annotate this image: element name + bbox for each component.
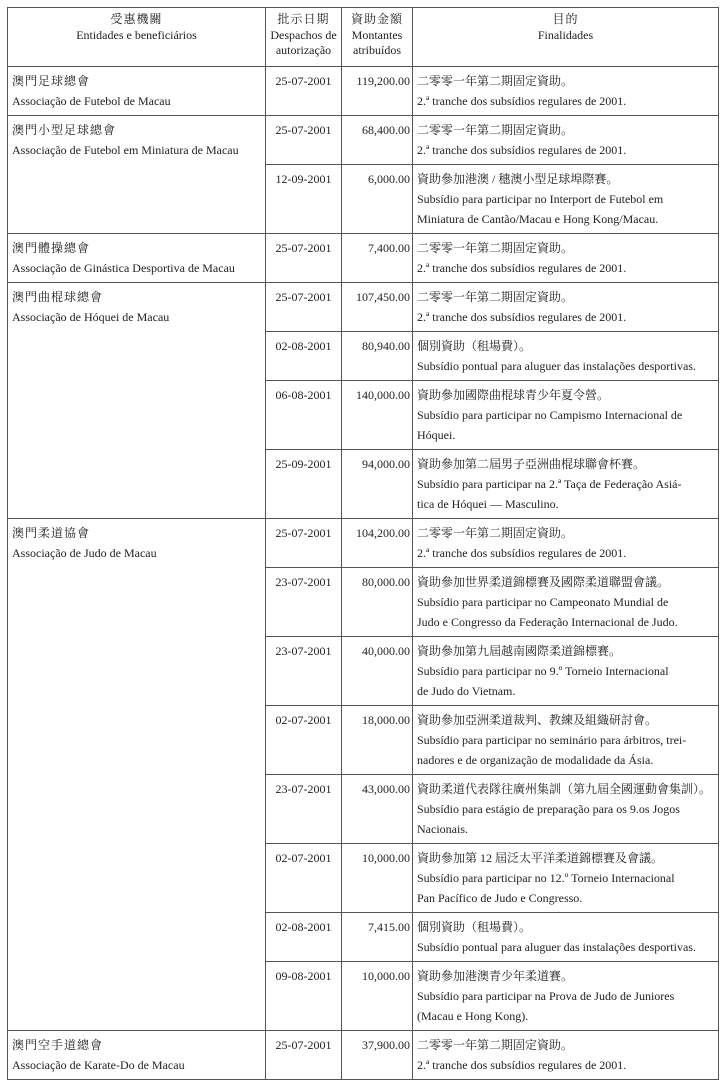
table-row	[8, 67, 719, 116]
purpose-cell: 資助參加第九屆越南國際柔道錦標賽。 Subsídio para participar no 9.º Torneio Internacional de Judo do Vietnam.	[413, 637, 719, 706]
purpose-cell: 資助參加港澳 / 穗澳小型足球埠際賽。 Subsídio para participar no Interport de Futebol em Miniatura de Cantão/Macau e Hong Kong/Macau.	[413, 165, 719, 234]
entity-name-zh: 澳門曲棍球總會	[12, 290, 104, 304]
date-cell: 02-08-2001	[266, 332, 342, 381]
purpose-cell: 資助柔道代表隊往廣州集訓（第九屆全國運動會集訓）。 Subsídio para estágio de preparação para os 9.os Jogos Nacionais.	[413, 775, 719, 844]
amount-cell: 104,200.00	[342, 519, 413, 568]
entity-cell	[8, 283, 266, 519]
table-row	[8, 116, 719, 165]
purpose-cell: 資助參加第 12 屆泛太平洋柔道錦標賽及會議。 Subsídio para participar no 12.º Torneio Internacional Pan Pacífico de Judo e Congresso.	[413, 844, 719, 913]
entity-cell	[8, 1031, 266, 1080]
grants-body	[8, 67, 719, 1080]
table-row	[8, 519, 719, 568]
date-cell: 12-09-2001	[266, 165, 342, 234]
entity-name-pt: Associação de Futebol em Miniatura de Macau	[12, 143, 239, 157]
date-cell: 09-08-2001	[266, 962, 342, 1031]
amount-cell: 80,940.00	[342, 332, 413, 381]
date-cell: 25-07-2001	[266, 283, 342, 332]
purpose-cell: 二零零一年第二期固定資助。 2.ª tranche dos subsídios regulares de 2001.	[413, 1031, 719, 1080]
amount-cell: 10,000.00	[342, 844, 413, 913]
date-cell: 25-09-2001	[266, 450, 342, 519]
date-cell: 06-08-2001	[266, 381, 342, 450]
purpose-cell: 個別資助（租場費）。 Subsídio pontual para aluguer das instalações desportivas.	[413, 913, 719, 962]
date-cell: 25-07-2001	[266, 1031, 342, 1080]
amount-cell: 7,415.00	[342, 913, 413, 962]
entity-name-pt: Associação de Karate-Do de Macau	[12, 1058, 185, 1072]
entity-cell	[8, 116, 266, 234]
header-purpose	[413, 8, 719, 67]
amount-cell: 18,000.00	[342, 706, 413, 775]
date-cell: 23-07-2001	[266, 637, 342, 706]
purpose-cell: 資助參加國際曲棍球青少年夏令營。 Subsídio para participar no Campismo Internacional de Hóquei.	[413, 381, 719, 450]
table-row	[8, 1031, 719, 1080]
amount-cell: 107,450.00	[342, 283, 413, 332]
entity-cell	[8, 234, 266, 283]
entity-name-pt: Associação de Hóquei de Macau	[12, 310, 170, 324]
header-purpose-zh: 目的	[552, 12, 579, 26]
date-cell: 23-07-2001	[266, 775, 342, 844]
entity-name-zh: 澳門體操總會	[12, 241, 91, 255]
purpose-cell: 資助參加亞洲柔道裁判、教練及組織研討會。 Subsídio para participar no seminário para árbitros, trei- nadores e de organização de modalidade da Ásia.	[413, 706, 719, 775]
entity-cell	[8, 67, 266, 116]
amount-cell: 140,000.00	[342, 381, 413, 450]
amount-cell: 37,900.00	[342, 1031, 413, 1080]
date-cell: 25-07-2001	[266, 519, 342, 568]
header-entities	[8, 8, 266, 67]
header-amount	[342, 8, 413, 67]
amount-cell: 68,400.00	[342, 116, 413, 165]
table-row	[8, 283, 719, 332]
header-date	[266, 8, 342, 67]
date-cell: 25-07-2001	[266, 116, 342, 165]
purpose-cell: 資助參加港澳青少年柔道賽。 Subsídio para participar na Prova de Judo de Juniores (Macau e Hong Kong).	[413, 962, 719, 1031]
header-date-pt-2: autorização	[275, 43, 332, 57]
purpose-cell: 資助參加世界柔道錦標賽及國際柔道聯盟會議。 Subsídio para participar no Campeonato Mundial de Judo e Congresso da Federação Internacional de Judo.	[413, 568, 719, 637]
header-amount-zh: 資助金額	[350, 12, 403, 26]
table-row	[8, 234, 719, 283]
header-amount-pt-2: atribuídos	[353, 43, 401, 57]
amount-cell: 80,000.00	[342, 568, 413, 637]
grants-table	[7, 7, 719, 1080]
entity-name-pt: Associação de Futebol de Macau	[12, 94, 171, 108]
purpose-cell: 二零零一年第二期固定資助。 2.ª tranche dos subsídios regulares de 2001.	[413, 283, 719, 332]
header-entities-zh: 受惠機關	[110, 12, 163, 26]
purpose-cell: 資助參加第二屆男子亞洲曲棍球聯會杯賽。 Subsídio para participar na 2.ª Taça de Federação Asiá- tica de Hóquei — Masculino.	[413, 450, 719, 519]
amount-cell: 43,000.00	[342, 775, 413, 844]
date-cell: 02-07-2001	[266, 706, 342, 775]
date-cell: 02-08-2001	[266, 913, 342, 962]
header-purpose-pt: Finalidades	[537, 27, 594, 42]
purpose-cell: 二零零一年第二期固定資助。 2.ª tranche dos subsídios regulares de 2001.	[413, 234, 719, 283]
header-amount-pt-1: Montantes	[351, 27, 403, 42]
entity-name-zh: 澳門足球總會	[12, 74, 91, 88]
amount-cell: 119,200.00	[342, 67, 413, 116]
purpose-cell: 二零零一年第二期固定資助。 2.ª tranche dos subsídios regulares de 2001.	[413, 67, 719, 116]
date-cell: 02-07-2001	[266, 844, 342, 913]
header-entities-pt: Entidades e beneficiários	[76, 27, 197, 42]
date-cell: 23-07-2001	[266, 568, 342, 637]
date-cell: 25-07-2001	[266, 234, 342, 283]
amount-cell: 94,000.00	[342, 450, 413, 519]
entity-name-pt: Associação de Judo de Macau	[12, 546, 157, 560]
date-cell: 25-07-2001	[266, 67, 342, 116]
purpose-cell: 個別資助（租場費）。 Subsídio pontual para aluguer das instalações desportivas.	[413, 332, 719, 381]
amount-cell: 10,000.00	[342, 962, 413, 1031]
purpose-cell: 二零零一年第二期固定資助。 2.ª tranche dos subsídios regulares de 2001.	[413, 116, 719, 165]
entity-name-pt: Associação de Ginástica Desportiva de Macau	[12, 261, 235, 275]
entity-name-zh: 澳門柔道協會	[12, 526, 91, 540]
entity-cell	[8, 519, 266, 1031]
entity-name-zh: 澳門小型足球總會	[12, 123, 117, 137]
entity-name-zh: 澳門空手道總會	[12, 1038, 104, 1052]
purpose-cell: 二零零一年第二期固定資助。 2.ª tranche dos subsídios regulares de 2001.	[413, 519, 719, 568]
amount-cell: 7,400.00	[342, 234, 413, 283]
amount-cell: 6,000.00	[342, 165, 413, 234]
header-date-zh: 批示日期	[277, 12, 330, 26]
header-date-pt-1: Despachos de	[270, 27, 337, 42]
header-row	[8, 8, 719, 67]
amount-cell: 40,000.00	[342, 637, 413, 706]
